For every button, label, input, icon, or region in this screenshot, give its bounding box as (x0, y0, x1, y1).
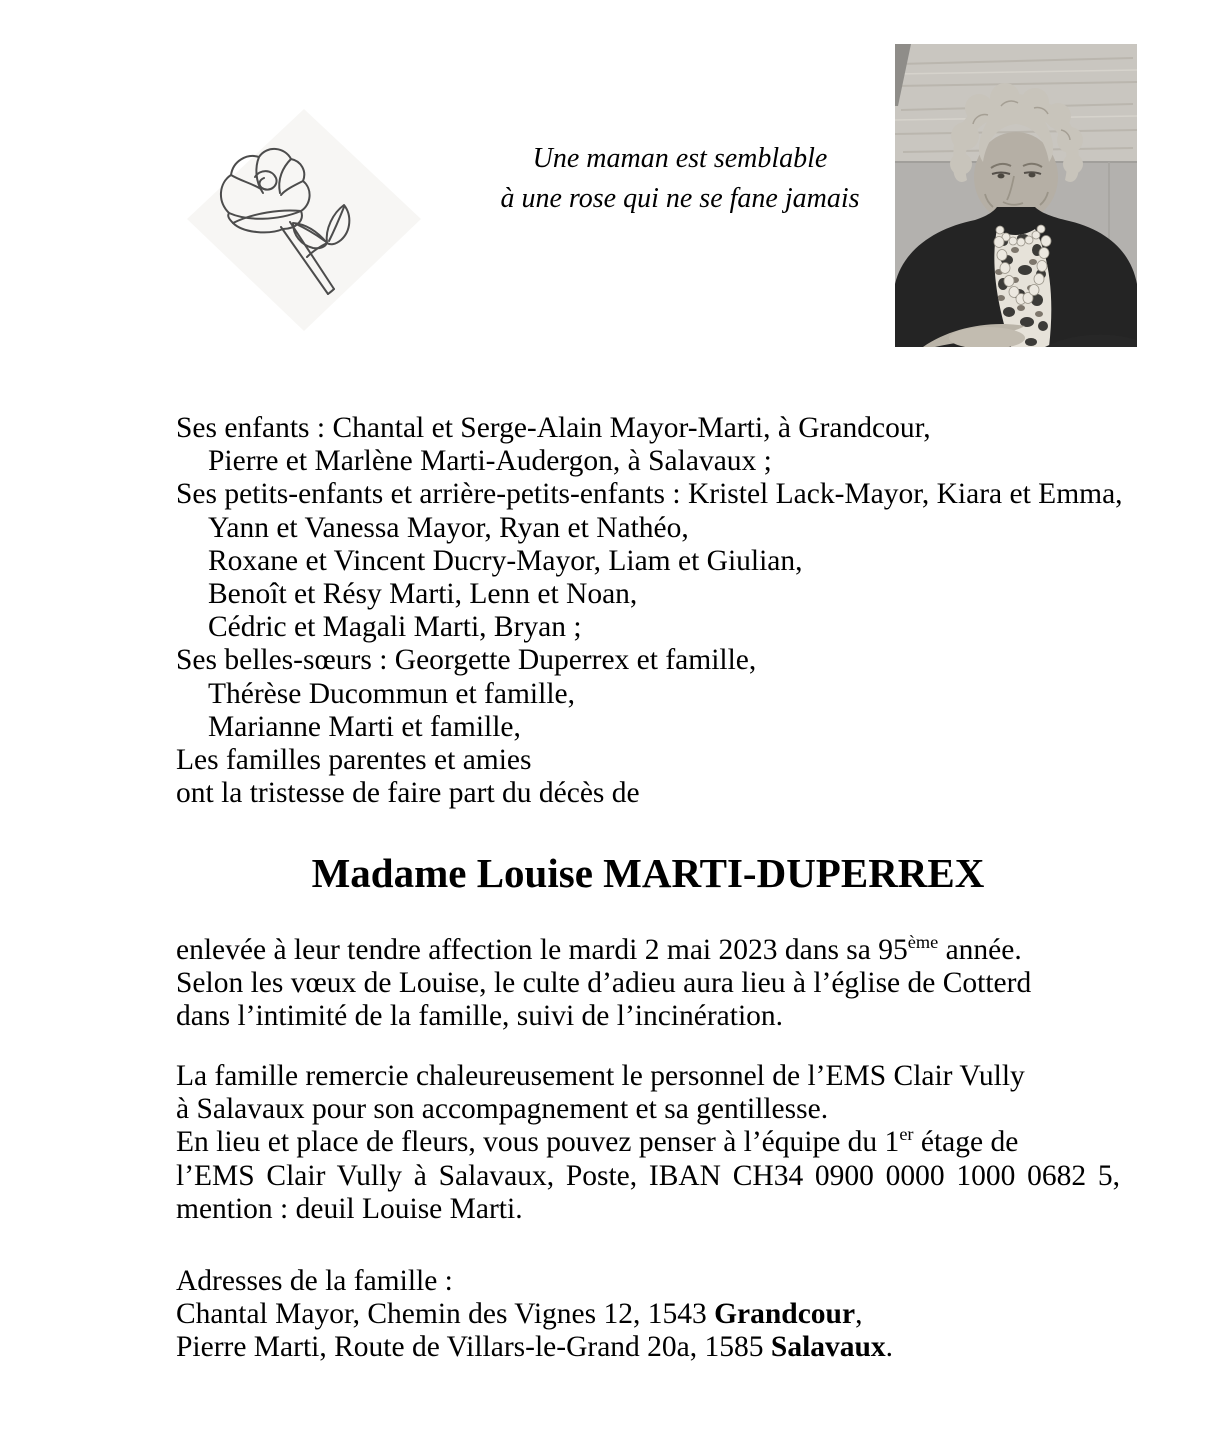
text-line (176, 967, 1120, 1000)
rose-sketch-image (185, 105, 425, 335)
family-line: Yann et Vanessa Mayor, Ryan et Nathéo, (208, 511, 689, 544)
memorial-quote (445, 139, 915, 219)
family-line: ont la tristesse de faire part du décès de (176, 777, 640, 810)
paragraph-family-addresses (176, 1265, 1120, 1365)
text-line (176, 1298, 1120, 1331)
quote-line-1: Une maman est semblable (532, 143, 828, 174)
superscript-text: er (899, 1124, 914, 1145)
text-segment: Chantal Mayor, Chemin des Vignes 12, 1543 (176, 1298, 715, 1331)
text-segment: enlevée à leur tendre affection le mardi 2 mai 2023 dans sa 95 (176, 934, 908, 966)
family-line: Ses petits-enfants et arrière-petits-enfants : Kristel Lack-Mayor, Kiara et Emma, (176, 478, 1123, 511)
rose-diamond-background (187, 109, 421, 331)
text-segment: . (885, 1331, 894, 1364)
text-segment: Pierre Marti, Route de Villars-le-Grand 20a, 1585 (176, 1331, 771, 1364)
deceased-name-title: Madame Louise MARTI-DUPERREX (311, 850, 985, 896)
text-segment: à Salavaux pour son accompagnement et sa gentillesse. (176, 1093, 829, 1126)
text-segment: mention : deuil Louise Marti. (176, 1192, 523, 1225)
text-line (176, 1000, 1120, 1033)
portrait-photo-image (895, 44, 1137, 347)
text-line (176, 1093, 1120, 1126)
text-segment: En lieu et place de fleurs, vous pouvez penser à l’équipe du 1 (176, 1126, 900, 1159)
text-line (176, 1060, 1120, 1093)
text-segment: Selon les vœux de Louise, le culte d’adieu aura lieu à l’église de Cotterd (176, 967, 1032, 1000)
quote-line-2: à une rose qui ne se fane jamais (500, 183, 860, 214)
text-line (176, 934, 1120, 967)
family-line: Marianne Marti et famille, (208, 710, 521, 743)
family-line: Roxane et Vincent Ducry-Mayor, Liam et Giulian, (208, 544, 803, 577)
text-line (176, 1265, 1120, 1298)
text-segment: dans l’intimité de la famille, suivi de l’incinération. (176, 1000, 784, 1033)
text-line (176, 1331, 1120, 1364)
text-segment: année. (938, 934, 1022, 966)
portrait-photo (895, 44, 1137, 347)
bold-text: Salavaux (770, 1331, 886, 1364)
text-segment: Adresses de la famille : (176, 1265, 453, 1297)
text-segment: , (855, 1298, 863, 1331)
text-segment: La famille remercie chaleureusement le personnel de l’EMS Clair Vully (176, 1060, 1025, 1092)
family-line: Ses enfants : Chantal et Serge-Alain Mayor-Marti, à Grandcour, (176, 412, 931, 444)
family-list (176, 412, 1136, 810)
paragraph-service-details (176, 934, 1120, 1034)
rose-sketch (185, 105, 425, 335)
superscript-text: ème (907, 932, 939, 953)
family-line: Cédric et Magali Marti, Bryan ; (208, 611, 582, 644)
family-line: Pierre et Marlène Marti-Audergon, à Salavaux ; (208, 445, 772, 478)
text-segment: étage de (913, 1126, 1019, 1159)
family-line: Les familles parentes et amies (176, 744, 532, 777)
paragraph-thanks-donations (176, 1060, 1120, 1226)
bold-text: Grandcour (714, 1298, 856, 1331)
text-segment: l’EMS Clair Vully à Salavaux, Poste, IBAN CH34 0900 0000 1000 0682 5, (176, 1159, 1120, 1192)
family-line: Thérèse Ducommun et famille, (208, 677, 575, 710)
text-line (176, 1193, 1120, 1226)
text-line (176, 1160, 1120, 1193)
text-line (176, 1126, 1120, 1159)
family-line: Benoît et Résy Marti, Lenn et Noan, (208, 578, 638, 611)
family-line: Ses belles-sœurs : Georgette Duperrex et famille, (176, 644, 757, 677)
